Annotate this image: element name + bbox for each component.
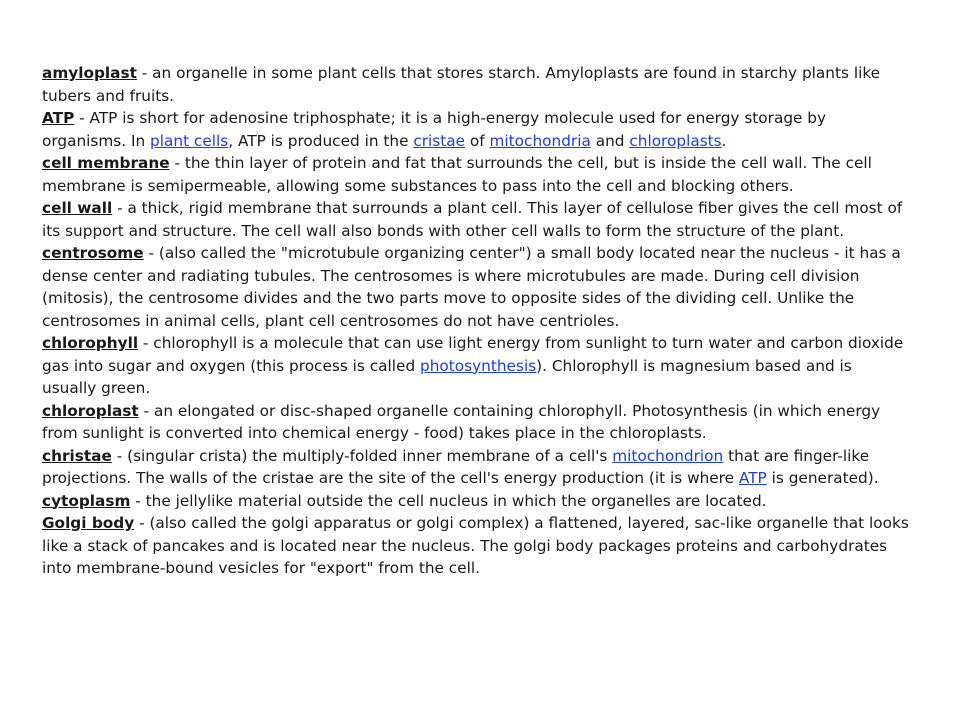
glossary-entry xyxy=(42,242,910,332)
glossary-list xyxy=(42,62,910,580)
definition-text: ). Chlorophyll is magnesium based and is usually green. xyxy=(42,356,852,397)
definition-text: - chlorophyll is a molecule that can use light energy from sunlight to turn water and carbon dioxide gas into sugar and oxygen (this process is called xyxy=(42,334,904,375)
definition-text: - the jellylike material outside the cell nucleus in which the organelles are located. xyxy=(130,491,767,510)
definition-text: - an elongated or disc-shaped organelle containing chlorophyll. Photosynthesis (in which energy from sunlight is converted into chemical energy - food) takes place in the chloroplasts. xyxy=(42,401,881,442)
glossary-term[interactable]: christae xyxy=(42,446,112,465)
hyperlink[interactable]: ATP xyxy=(738,469,767,487)
glossary-entry xyxy=(42,332,910,400)
glossary-entry xyxy=(42,490,910,513)
hyperlink[interactable]: photosynthesis xyxy=(420,356,537,375)
definition-text: - ATP is short for adenosine triphosphate; it is a high-energy molecule used for energy storage by organisms. In xyxy=(42,109,827,150)
definition-text: , ATP is produced in the xyxy=(228,131,414,150)
glossary-term[interactable]: ATP xyxy=(42,109,75,127)
definition-text: - an organelle in some plant cells that stores starch. Amyloplasts are found in starchy plants like tubers and fruits. xyxy=(42,64,881,105)
hyperlink[interactable]: chloroplasts xyxy=(629,131,722,150)
glossary-term[interactable]: chloroplast xyxy=(42,401,139,420)
definition-text: . xyxy=(721,131,727,150)
definition-text: is generated). xyxy=(766,469,879,487)
glossary-entry xyxy=(42,62,910,107)
glossary-term[interactable]: chlorophyll xyxy=(42,334,139,352)
definition-text: of xyxy=(465,131,490,150)
hyperlink[interactable]: mitochondria xyxy=(489,131,591,150)
definition-text: - (also called the golgi apparatus or golgi complex) a flattened, layered, sac-like organelle that looks like a stack of pancakes and is located near the nucleus. The golgi body packages proteins and carbohydrates into membrane-bound vesicles for "export" from the cell. xyxy=(42,514,909,577)
glossary-term[interactable]: amyloplast xyxy=(42,64,137,82)
hyperlink[interactable]: plant cells xyxy=(150,131,229,150)
glossary-entry xyxy=(42,445,910,490)
glossary-term[interactable]: Golgi body xyxy=(42,514,135,532)
definition-text: - the thin layer of protein and fat that surrounds the cell, but is inside the cell wall. The cell membrane is semipermeable, allowing some substances to pass into the cell and blocking others. xyxy=(42,154,872,195)
glossary-term[interactable]: cell membrane xyxy=(42,154,170,172)
glossary-term[interactable]: cytoplasm xyxy=(42,491,131,510)
glossary-entry xyxy=(42,107,910,152)
glossary-entry xyxy=(42,512,910,580)
glossary-term[interactable]: centrosome xyxy=(42,244,144,262)
definition-text: that are finger-like projections. The walls of the cristae are the site of the cell's energy production (it is where xyxy=(42,446,870,487)
definition-text: - a thick, rigid membrane that surrounds a plant cell. This layer of cellulose fiber gives the cell most of its support and structure. The cell wall also bonds with other cell walls to form the structure of the plant. xyxy=(42,199,903,240)
definition-text: and xyxy=(590,131,630,150)
hyperlink[interactable]: cristae xyxy=(413,131,466,150)
glossary-entry xyxy=(42,400,910,445)
definition-text: - (singular crista) the multiply-folded inner membrane of a cell's xyxy=(111,446,613,465)
glossary-term[interactable]: cell wall xyxy=(42,199,113,217)
glossary-entry xyxy=(42,197,910,242)
glossary-entry xyxy=(42,152,910,197)
hyperlink[interactable]: mitochondrion xyxy=(612,446,724,465)
glossary-slide xyxy=(42,62,910,580)
definition-text: - (also called the "microtubule organizing center") a small body located near the nucleus - it has a dense center and radiating tubules. The centrosomes is where microtubules are made. During cell division (mitosis), the centrosome divides and the two parts move to opposite sides of the dividing cell. Unlike the centrosomes in animal cells, plant cell centrosomes do not have centrioles. xyxy=(42,244,901,330)
